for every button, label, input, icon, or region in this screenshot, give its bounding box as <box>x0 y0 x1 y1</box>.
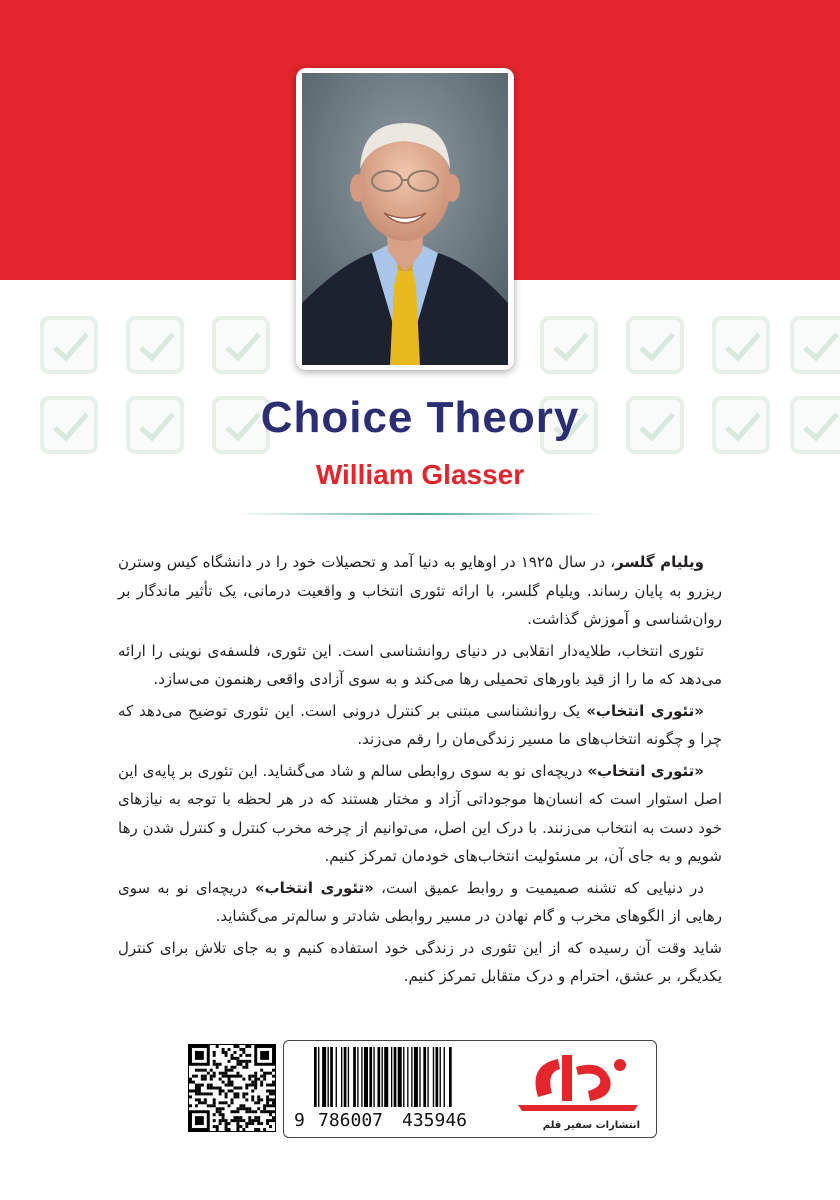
isbn-barcode <box>314 1047 494 1109</box>
paragraph-1 <box>118 548 722 634</box>
paragraph-3 <box>118 697 722 754</box>
checkbox-decoration <box>626 316 684 374</box>
paragraph-4-bold: «تئوری انتخاب» <box>587 761 704 780</box>
author-photo <box>302 73 508 365</box>
paragraph-4 <box>118 757 722 871</box>
checkbox-decoration <box>212 316 270 374</box>
paragraph-5 <box>118 874 722 931</box>
paragraph-6 <box>118 934 722 991</box>
barcode-lead-digit: 9 <box>294 1110 305 1131</box>
check-icon <box>52 330 90 364</box>
check-icon <box>138 330 176 364</box>
checkbox-decoration <box>126 316 184 374</box>
paragraph-1-text: ، در سال ۱۹۲۵ در اوهایو به دنیا آمد و تحصیلات خود را در دانشگاه کیس وسترن ریزرو به پایان رساند. ویلیام گلسر، با ارائه تئوری انتخاب و واقعیت درمانی، یک تأثیر ماندگار بر روان‌شناسی و آموزش گذاشت. <box>118 553 722 628</box>
paragraph-5-text: دریچه‌ای نو به سوی رهایی از الگوهای مخرب و گام نهادن در مسیر روابطی شادتر و سالم‌تر می‌گشاید. <box>118 878 722 925</box>
barcode-group-1: 786007 <box>318 1110 384 1131</box>
checkbox-decoration <box>712 316 770 374</box>
barcode-label <box>283 1040 657 1138</box>
publisher-name: انتشارات سفیر قلم <box>542 1120 640 1131</box>
publisher-logo-mark <box>498 1045 648 1117</box>
paragraph-1-bold: ویلیام گلسر <box>615 553 704 571</box>
qr-code <box>188 1044 276 1132</box>
qr-code-pattern <box>189 1045 275 1131</box>
paragraph-3-text: یک روانشناسی مبتنی بر کنترل درونی است. این تئوری توضیح می‌دهد که چرا و چگونه انتخاب‌های ما مسیر زندگی‌مان را رقم می‌زند. <box>118 701 722 748</box>
check-icon <box>724 330 762 364</box>
check-icon <box>802 330 840 364</box>
paragraph-2-text: تئوری انتخاب، طلایه‌دار انقلابی در دنیای روانشناسی است. این تئوری، فلسفه‌ی نوینی را ارائه می‌دهد که ما را از قید باورهای تحمیلی رها می‌کند و به سوی آزادی واقعی رهنمون می‌سازد. <box>118 641 722 688</box>
author-name: William Glasser <box>315 459 525 490</box>
checkbox-decoration <box>790 316 840 374</box>
barcode-group-2: 435946 <box>402 1110 468 1131</box>
paragraph-5-bold: «تئوری انتخاب» <box>254 878 374 897</box>
paragraph-6-text: شاید وقت آن رسیده که از این تئوری در زندگی خود استفاده کنیم و به جای تلاش برای کنترل یکدیگر، بر عشق، احترام و درک متقابل تمرکز کنیم. <box>118 938 722 985</box>
description-text <box>118 548 722 994</box>
check-icon <box>552 330 590 364</box>
portrait-illustration <box>302 73 508 365</box>
author-photo-frame <box>296 68 514 370</box>
paragraph-5-pre: در دنیایی که تشنه صمیمیت و روابط عمیق است، <box>373 878 704 897</box>
title-divider <box>236 513 604 515</box>
checkbox-decoration <box>540 316 598 374</box>
book-title: Choice Theory <box>260 393 580 442</box>
paragraph-4-text: دریچه‌ای نو به سوی روابطی سالم و شاد می‌گشاید. این تئوری بر پایه‌ی این اصل استوار است که انسان‌ها موجوداتی آزاد و مختار هستند که در هر لحظه با توجه به نیازهای خود دست به انتخاب می‌زنند. با درک این اصل، می‌توانیم از چرخه مخرب کنترل و کنترل شدن رها شویم و به جای آن، بر مسئولیت انتخاب‌های خودمان تمرکز کنیم. <box>118 761 722 865</box>
check-icon <box>638 330 676 364</box>
paragraph-2 <box>118 637 722 694</box>
paragraph-3-bold: «تئوری انتخاب» <box>586 701 704 720</box>
check-icon <box>224 330 262 364</box>
checkbox-decoration <box>40 316 98 374</box>
publisher-logo <box>498 1045 648 1133</box>
